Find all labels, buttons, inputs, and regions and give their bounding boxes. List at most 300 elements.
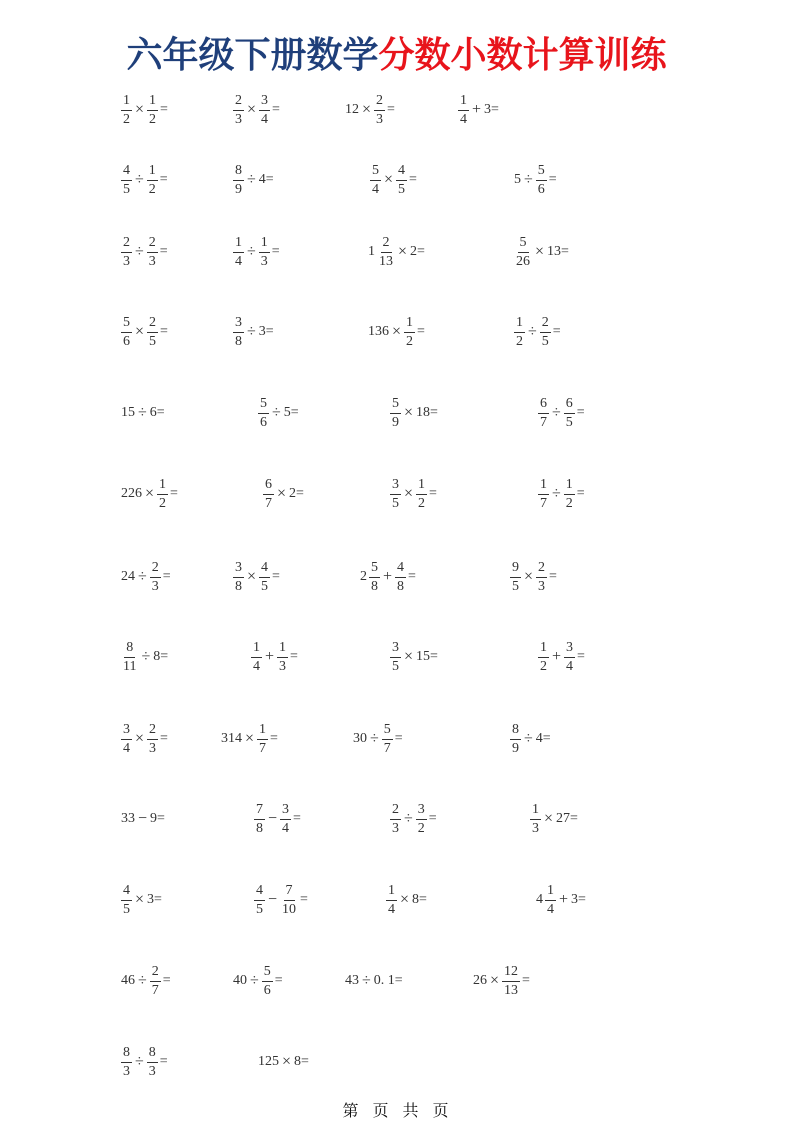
math-problem (253, 878, 309, 922)
fraction (370, 164, 381, 197)
numerator: 1 (538, 478, 549, 495)
number-text: = (417, 324, 425, 339)
math-problem (359, 555, 417, 599)
number-text: 33 (121, 811, 135, 826)
fraction (538, 397, 549, 430)
number-text: 4= (535, 731, 551, 746)
numerator: 6 (564, 397, 575, 414)
operator: ÷ (247, 171, 256, 188)
number-text: 24 (121, 569, 135, 584)
numerator: 3 (233, 561, 244, 578)
operator: × (404, 485, 414, 502)
numerator: 6 (263, 478, 274, 495)
operator: × (392, 323, 402, 340)
number-text: = (300, 892, 308, 907)
math-problem (344, 88, 396, 132)
operator: + (472, 101, 482, 118)
numerator: 3 (259, 94, 270, 111)
fraction (147, 164, 158, 197)
numerator: 3 (280, 803, 291, 820)
denominator: 2 (123, 111, 130, 127)
numerator: 4 (395, 561, 406, 578)
math-problem (389, 472, 438, 516)
number-text: 15 (121, 405, 135, 420)
number-text: = (162, 973, 171, 988)
numerator: 2 (147, 316, 158, 333)
number-text: = (162, 569, 171, 584)
math-problem (120, 555, 172, 599)
number-text: = (159, 172, 168, 187)
operator: × (490, 972, 500, 989)
denominator: 2 (148, 181, 156, 197)
footer-word: 页 (432, 1101, 451, 1120)
numerator: 1 (386, 884, 397, 901)
number-text: = (549, 569, 557, 584)
numerator: 3 (233, 316, 244, 333)
denominator: 5 (261, 578, 269, 594)
fraction (404, 316, 415, 349)
number-text: = (429, 486, 437, 501)
math-problem (232, 158, 275, 202)
fraction (540, 316, 551, 349)
numerator: 5 (536, 164, 547, 181)
operator: ÷ (404, 810, 413, 827)
number-text: = (270, 731, 278, 746)
fraction (374, 94, 385, 127)
fraction (150, 965, 161, 998)
denominator: 3 (123, 1063, 130, 1079)
footer-word: 页 (372, 1101, 391, 1120)
math-problem (232, 555, 281, 599)
worksheet-title (0, 34, 793, 78)
denominator: 26 (516, 253, 530, 269)
fraction (538, 641, 549, 674)
operator: × (404, 648, 414, 665)
fraction (121, 723, 132, 756)
operator: ÷ (370, 730, 379, 747)
operator: ÷ (138, 972, 147, 989)
denominator: 5 (398, 181, 406, 197)
numerator: 2 (121, 236, 132, 253)
number-text: 13= (547, 244, 569, 259)
fraction (386, 884, 397, 917)
numerator: 3 (121, 723, 132, 740)
numerator: 3 (416, 803, 427, 820)
fraction (233, 236, 244, 269)
denominator: 5 (256, 901, 263, 917)
operator: ÷ (272, 404, 281, 421)
fraction (390, 478, 401, 511)
denominator: 2 (406, 333, 414, 349)
numerator: 1 (147, 94, 158, 111)
math-problem (262, 472, 305, 516)
math-problem (537, 472, 586, 516)
numerator: 1 (514, 316, 525, 333)
math-problem (232, 310, 275, 354)
denominator: 3 (148, 1063, 156, 1079)
operator: × (362, 101, 372, 118)
fraction (510, 561, 521, 594)
numerator: 5 (390, 397, 401, 414)
number-text: 27= (556, 811, 578, 826)
denominator: 3 (392, 820, 399, 836)
denominator: 8 (256, 820, 263, 836)
numerator: 5 (382, 723, 393, 740)
number-text: 30 (353, 731, 367, 746)
numerator: 1 (538, 641, 549, 658)
number-text: = (522, 973, 530, 988)
number-text: = (409, 172, 417, 187)
math-problem (120, 1040, 169, 1084)
math-problem (120, 391, 166, 435)
fraction (254, 803, 265, 836)
number-text: 26 (473, 973, 487, 988)
math-problem (120, 635, 169, 679)
fraction (502, 965, 520, 998)
denominator: 3 (148, 253, 156, 269)
math-problem (120, 959, 172, 1003)
number-text: 4= (258, 172, 274, 187)
math-problem (257, 391, 300, 435)
numerator: 2 (540, 316, 551, 333)
math-problem (120, 230, 169, 274)
operator: − (138, 810, 148, 827)
math-problem (232, 88, 281, 132)
operator: × (247, 568, 257, 585)
fraction (458, 94, 469, 127)
fraction (147, 316, 158, 349)
denominator: 9 (235, 181, 242, 197)
denominator: 4 (566, 658, 574, 674)
numerator: 2 (150, 561, 161, 578)
fraction (121, 884, 132, 917)
math-problem (369, 158, 418, 202)
denominator: 9 (392, 414, 399, 430)
math-problem (537, 391, 586, 435)
denominator: 2 (540, 658, 547, 674)
number-text: 4 (536, 892, 543, 907)
math-problem (389, 635, 439, 679)
page-footer (0, 1098, 793, 1121)
denominator: 2 (159, 495, 167, 511)
denominator: 3 (538, 578, 546, 594)
number-text: = (274, 973, 283, 988)
operator: ÷ (524, 730, 533, 747)
operator: + (265, 648, 275, 665)
fraction (280, 884, 298, 917)
operator: × (282, 1053, 292, 1070)
operator: × (544, 810, 554, 827)
numerator: 5 (518, 236, 529, 253)
operator: + (552, 648, 562, 665)
denominator: 5 (565, 414, 573, 430)
fraction (510, 723, 521, 756)
number-text: 9= (150, 811, 165, 826)
numerator: 7 (254, 803, 265, 820)
fraction (538, 478, 549, 511)
fraction (147, 94, 158, 127)
denominator: 3 (260, 253, 268, 269)
denominator: 6 (123, 333, 130, 349)
math-problem (535, 878, 587, 922)
denominator: 2 (417, 820, 425, 836)
math-problem (513, 310, 562, 354)
numerator: 8 (121, 1046, 132, 1063)
math-problem (537, 635, 586, 679)
denominator: 4 (460, 111, 467, 127)
numerator: 5 (121, 316, 132, 333)
numerator: 1 (157, 478, 168, 495)
operator: ÷ (135, 243, 144, 260)
denominator: 7 (383, 740, 391, 756)
fraction (545, 884, 556, 917)
math-problem (120, 310, 169, 354)
number-text: 6= (149, 405, 165, 420)
number-text: = (552, 324, 561, 339)
fraction (121, 641, 138, 674)
numerator: 1 (564, 478, 575, 495)
numerator: 2 (147, 723, 158, 740)
numerator: 3 (390, 641, 401, 658)
operator: × (245, 730, 255, 747)
number-text: 226 (121, 486, 142, 501)
operator: ÷ (135, 171, 144, 188)
denominator: 2 (418, 495, 426, 511)
operator: × (247, 101, 257, 118)
operator: − (268, 891, 278, 908)
fraction (259, 236, 270, 269)
fraction (233, 316, 244, 349)
denominator: 8 (397, 578, 405, 594)
number-text: 40 (233, 973, 247, 988)
denominator: 2 (149, 111, 157, 127)
numerator: 8 (510, 723, 521, 740)
number-text: 8= (153, 649, 169, 664)
operator: ÷ (138, 568, 147, 585)
number-text: = (428, 811, 437, 826)
number-text: 125 (258, 1054, 279, 1069)
number-text: = (160, 731, 168, 746)
footer-word: 共 (402, 1101, 421, 1120)
operator: × (384, 171, 394, 188)
denominator: 6 (537, 181, 545, 197)
operator: + (559, 891, 569, 908)
denominator: 9 (512, 740, 519, 756)
denominator: 4 (261, 111, 269, 127)
math-problem (120, 717, 169, 761)
denominator: 8 (371, 578, 378, 594)
number-text: 1 (368, 244, 375, 259)
number-text: = (576, 486, 585, 501)
math-problem (457, 88, 500, 132)
numerator: 5 (262, 965, 273, 982)
number-text: = (272, 102, 280, 117)
number-text: = (159, 244, 168, 259)
denominator: 4 (235, 253, 242, 269)
fraction (121, 164, 132, 197)
numerator: 1 (404, 316, 415, 333)
numerator: 2 (390, 803, 401, 820)
fraction (157, 478, 168, 511)
denominator: 3 (235, 111, 242, 127)
title-part-blue: 六年级下册数学 (126, 35, 379, 76)
number-text: 5 (514, 172, 521, 187)
denominator: 5 (149, 333, 157, 349)
numerator: 2 (233, 94, 244, 111)
numerator: 4 (254, 884, 265, 901)
math-problem (220, 717, 279, 761)
number-text: = (170, 486, 178, 501)
operator: ÷ (250, 972, 259, 989)
fraction (530, 803, 541, 836)
numerator: 1 (233, 236, 244, 253)
operator: ÷ (524, 171, 533, 188)
number-text: 3= (258, 324, 274, 339)
math-problem (513, 158, 558, 202)
numerator: 2 (381, 236, 392, 253)
number-text: 2= (410, 244, 425, 259)
number-text: = (159, 1054, 168, 1069)
numerator: 4 (121, 884, 132, 901)
operator: × (135, 323, 145, 340)
numerator: 3 (564, 641, 575, 658)
fraction (150, 561, 161, 594)
number-text: = (293, 811, 301, 826)
numerator: 4 (259, 561, 270, 578)
fraction (233, 164, 244, 197)
fraction (121, 1046, 132, 1079)
denominator: 13 (379, 253, 393, 269)
fraction (258, 397, 269, 430)
math-problem (120, 472, 179, 516)
operator: × (404, 404, 414, 421)
fraction (147, 723, 158, 756)
number-text: = (272, 569, 280, 584)
denominator: 4 (282, 820, 290, 836)
fraction (263, 478, 274, 511)
number-text: 3= (484, 102, 499, 117)
denominator: 5 (512, 578, 519, 594)
fraction (564, 641, 575, 674)
fraction (147, 1046, 158, 1079)
denominator: 4 (547, 901, 554, 917)
fraction (254, 884, 265, 917)
number-text: = (160, 324, 168, 339)
denominator: 7 (265, 495, 272, 511)
fraction (390, 803, 401, 836)
math-problem (344, 959, 404, 1003)
denominator: 3 (151, 578, 159, 594)
denominator: 5 (123, 901, 130, 917)
fraction (277, 641, 288, 674)
numerator: 4 (396, 164, 407, 181)
math-problem (509, 555, 558, 599)
operator: ÷ (528, 323, 537, 340)
operator: × (398, 243, 408, 260)
denominator: 3 (376, 111, 384, 127)
numerator: 8 (124, 641, 135, 658)
numerator: 9 (510, 561, 521, 578)
denominator: 5 (123, 181, 130, 197)
fraction (395, 561, 406, 594)
number-text: = (387, 102, 395, 117)
denominator: 7 (259, 740, 267, 756)
number-text: 136 (368, 324, 389, 339)
fraction (147, 236, 158, 269)
denominator: 4 (372, 181, 379, 197)
denominator: 10 (282, 901, 297, 917)
math-problem (529, 797, 579, 841)
operator: ÷ (135, 1053, 144, 1070)
number-text: 3= (147, 892, 162, 907)
numerator: 1 (545, 884, 556, 901)
fraction (536, 164, 547, 197)
number-text: 0. 1= (373, 973, 403, 988)
fraction (259, 94, 270, 127)
number-text: = (160, 102, 168, 117)
footer-word: 第 (342, 1101, 361, 1120)
numerator: 8 (147, 1046, 158, 1063)
fraction (233, 94, 244, 127)
math-problem (257, 1040, 310, 1084)
fraction (262, 965, 273, 998)
fraction (121, 94, 132, 127)
number-text: = (408, 569, 416, 584)
math-problem (120, 797, 166, 841)
denominator: 3 (123, 253, 130, 269)
denominator: 7 (151, 982, 159, 998)
number-text: 8= (294, 1054, 309, 1069)
denominator: 8 (235, 578, 242, 594)
fraction (121, 236, 132, 269)
numerator: 2 (150, 965, 161, 982)
operator: ÷ (141, 648, 151, 665)
denominator: 6 (263, 982, 271, 998)
denominator: 5 (541, 333, 549, 349)
numerator: 1 (251, 641, 262, 658)
operator: × (535, 243, 545, 260)
denominator: 3 (532, 820, 539, 836)
fraction (259, 561, 270, 594)
operator: ÷ (552, 404, 561, 421)
fraction (251, 641, 262, 674)
number-text: 43 (345, 973, 359, 988)
numerator: 1 (257, 723, 268, 740)
fraction (416, 803, 427, 836)
numerator: 1 (458, 94, 469, 111)
numerator: 1 (259, 236, 270, 253)
math-problem (120, 878, 163, 922)
denominator: 8 (235, 333, 242, 349)
number-text: 3= (571, 892, 586, 907)
denominator: 5 (392, 658, 399, 674)
numerator: 1 (147, 164, 158, 181)
numerator: 12 (502, 965, 520, 982)
operator: ÷ (247, 323, 256, 340)
number-text: 18= (416, 405, 438, 420)
number-text: 2 (360, 569, 367, 584)
operator: ÷ (138, 404, 147, 421)
number-text: 15= (416, 649, 438, 664)
math-problem (120, 88, 169, 132)
title-part-red: 分数小数计算训练 (378, 35, 667, 76)
fraction (536, 561, 547, 594)
number-text: = (394, 731, 403, 746)
math-problem (253, 797, 302, 841)
numerator: 1 (530, 803, 541, 820)
denominator: 4 (388, 901, 395, 917)
fraction (564, 478, 575, 511)
